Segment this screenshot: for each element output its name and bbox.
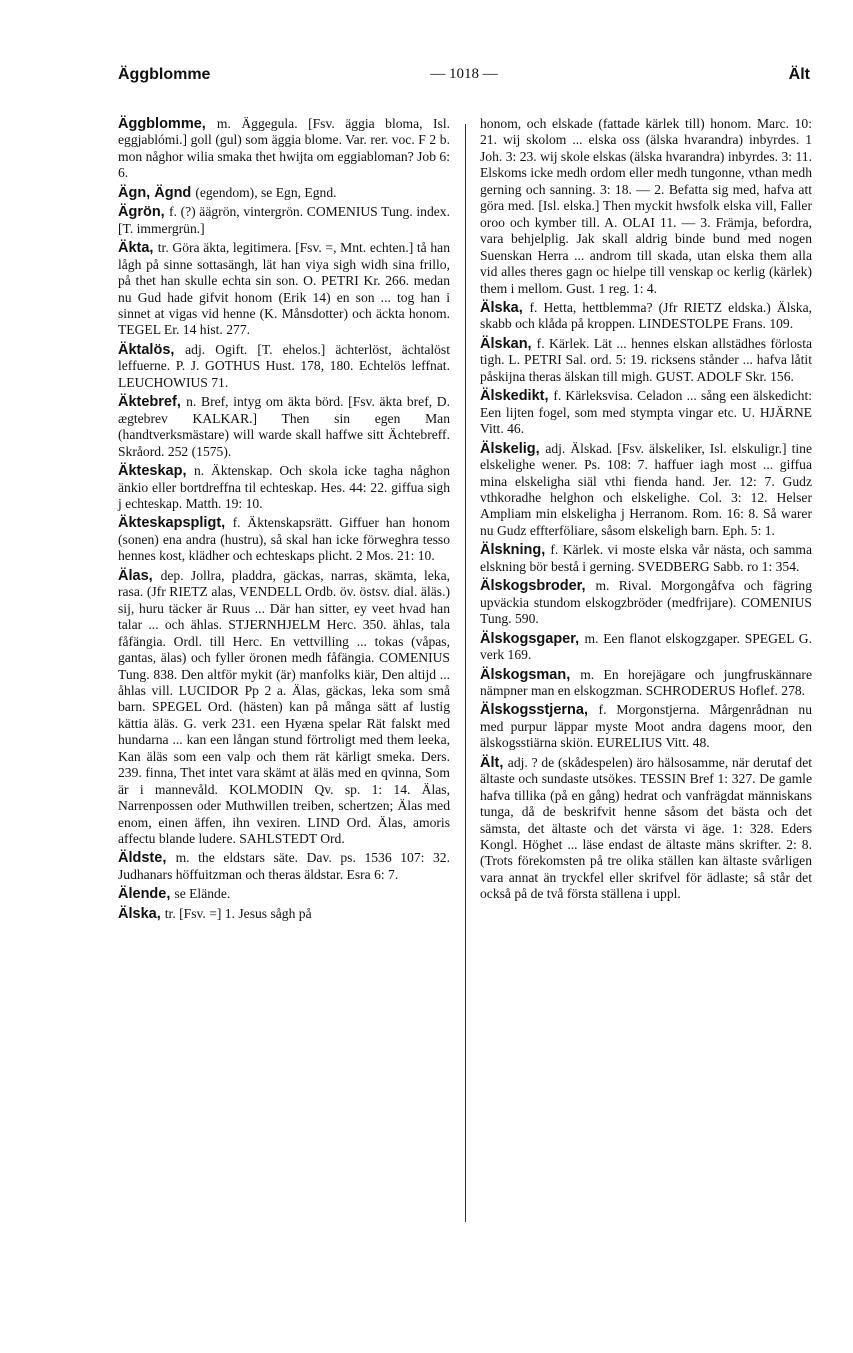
entry-headword: Älska, — [480, 299, 523, 316]
entry-headword: Älas, — [118, 567, 153, 584]
header-last-word: Ält — [788, 66, 810, 83]
dictionary-entry — [118, 568, 450, 848]
dictionary-entry — [118, 342, 450, 391]
dictionary-entry — [118, 204, 450, 237]
entry-headword: Älskedikt, — [480, 388, 549, 405]
entry-headword: Ägn, Ägnd — [118, 184, 192, 201]
entry-headword: Älska, — [118, 905, 161, 922]
entry-definition: f. Kärlek. Lät ... hennes elskan allstädhes förlosta tigh. L. PETRI Sal. ord. 5: 19. ricksens stånder ... hafva låtit påskijna theras älskan till migh. GUST. ADOLF Skr. 156. — [480, 335, 812, 384]
dictionary-entry — [480, 578, 812, 627]
entry-definition: m. En horejägare och jungfruskännare nämpner man en elskogzman. SCHRODERUS Hoflef. 278. — [480, 666, 812, 698]
left-column — [118, 116, 450, 925]
entry-headword: Älskning, — [480, 542, 546, 559]
entry-headword: Äggblomme, — [118, 116, 206, 132]
entry-definition: dep. Jollra, pladdra, gäckas, narras, skämta, leka, rasa. (Jfr RIETZ alas, VENDELL Ordb. öv. östsv. dial. äläs.) sij, huru täcker är Ruus ... Där han sitter, ey veet hvad han talar ... och ählas. STJERNHJELM Herc. 350. ählas, tala fåfängia. Ordl. till Herc. En vettvilling ... tokas (våpas, gantas, älas) och fyller öronen medh fåfängia. COMENIUS Tung. 838. Den altför mykit (är) manfolks kiär, Den altijd ... åhlas vill. LUCIDOR Pp 2 a. Älas, gäckas, leka som små barn. SPEGEL Ord. (hästen) kan på många sätt af lustig kättia äläs. G. verk 231. een Hyæna spelar Rät falskt med hundarna ... kan een långan stund förtroligt med them leeka, Kan äläs som een valp och them rät kärligt smeka. Ders. 239. finna, Thet intet vara skämt at äläs med en qvinna, Som är i mannevåld. KOLMODIN Qv. sp. 1: 14. Älas, Narrenpossen oder Muthwillen treiben, schertzen; Älas med enom, einen äffen, ihn vexiren. LIND Ord. Älas, amoris affectu blande ludere. SAHLSTEDT Ord. — [118, 567, 451, 847]
dictionary-entry — [480, 667, 812, 700]
page-number: — 1018 — — [430, 66, 498, 82]
entry-definition: tr. Göra äkta, legitimera. [Fsv. =, Mnt. echten.] tå han lågh på sinne sottasängh, lät han viya sigh widh sina frillo, på thet han skulle echta sin son. O. PETRI Kr. 266. medan nu Gud hade gifvit honom (Erik 14) en son ... tog han i sinnet at vigas vid henne (K. Månsdotter) och äckta honom. TEGEL Er. 14 hist. 277. — [118, 240, 451, 338]
entry-definition: adj. ? de (skådespelen) äro hälsosamme, när derutaf det ältaste och sundaste utsökes. TESSIN Bref 1: 327. De gamle hafva tillika (på en gång) hedrat och vanfrägdat människans tunga, då de beskrifvit henne såsom det bästa och det sämsta, det ältaste och det värsta vi äge. 1: 328. Eders Kongl. Höghet ... läse endast de ältaste mäns skrifter. 2: 8. (Trots förekomsten på tre olika ställen kan ältaste svårligen vara annat än tryckfel eller skrifvel för ädlaste; så står det också på de två första ställena i uppl. — [480, 754, 813, 902]
entry-definition: f. (?) äägrön, vintergrön. COMENIUS Tung. index. [T. immergrün.] — [118, 204, 451, 236]
dictionary-entry — [480, 702, 812, 751]
entry-headword: Älskelig, — [480, 440, 540, 457]
entry-definition: n. Bref, intyg om äkta börd. [Fsv. äkta bref, D. ægtebrev KALKAR.] Then sin egen Man (handtverksmästare) will warde skall haffwe sitt Ächtebreff. Skråord. 252 (1575). — [118, 394, 450, 459]
entry-definition: f. Äktenskapsrätt. Giffuer han honom (sonen) ena andra (hustru), så skal han icke förweghra tesso hennes kost, klädher och echteskaps plicht. 2 Mos. 21: 10. — [118, 515, 450, 564]
dictionary-entry — [118, 116, 450, 182]
dictionary-entry — [118, 886, 450, 902]
entry-headword: Äkteskapspligt, — [118, 515, 226, 532]
entry-definition: m. Rival. Morgongåfva och fägring upväckia stundom elskogzbröder (medfrijare). COMENIUS Tung. 590. — [480, 578, 812, 627]
entry-definition: adj. Älskad. [Fsv. älskeliker, Isl. elskuligr.] tine elskelighe wener. Ps. 108: 7. haffuer iagh most ... giffua mina elskeligha siäl vthi fienda hand. Jer. 12: 7. Gudz vthkoradhe helghon och elskelighe. Col. 3: 12. Helser Ampliam min elskeligha j Herranom. Rom. 16: 8. Så warer nu Gudz effterföliare, såsom elskeligh barn. Eph. 5: 1. — [480, 440, 812, 538]
entry-definition: adj. Ogift. [T. ehelos.] ächterlöst, ächtalöst leffuerne. P. J. GOTHUS Hust. 178, 180. Echtelös leffnat. LEUCHOWIUS 71. — [118, 341, 450, 390]
entry-definition: tr. [Fsv. =] 1. Jesus sågh på — [164, 905, 312, 921]
dictionary-entry — [480, 116, 812, 297]
entry-headword: Älskogsstjerna, — [480, 702, 588, 719]
dictionary-entry — [118, 463, 450, 512]
entry-definition: f. Kärleksvisa. Celadon ... sång een älskedicht: Een lijten fogel, som med stympta vingar etc. U. HJÄRNE Vitt. 46. — [480, 388, 812, 437]
entry-headword: Älskogsbroder, — [480, 578, 586, 595]
entry-headword: Äkta, — [118, 240, 154, 257]
dictionary-entry — [118, 515, 450, 564]
entry-headword: Älskogsgaper, — [480, 630, 580, 647]
entry-definition: honom, och elskade (fattade kärlek till) honom. Marc. 10: 21. wij skolom ... elska oss (älska hvarandra) inbyrdes. 1 Joh. 3: 23. wij skole elskas (älska hvarandra) inbyrdes. 3: 11. Elskoms icke medh ordom eller medh tungonne, vthan medh gerning och sanning. 3: 18. — 2. Befatta sig med, hafva att göra med. [Isl. elska.] Then myckit hwsfolk elska vill, Faller oroo och kymber till. A. OLAI 11. — 3. Främja, befordra, vara behjelplig. Jak skall aldrig binde bund med nogen Suenskan Herra ... androm till skada, utan elska them alla vid alles theres gagn oc hielpe till venskap oc kerlig (kärlek) them i mellom. Gust. 1 reg. 1: 4. — [480, 116, 812, 296]
dictionary-entry — [480, 755, 812, 903]
right-column — [480, 116, 812, 906]
entry-headword: Äktalös, — [118, 341, 175, 358]
entry-definition: (egendom), se Egn, Egnd. — [195, 184, 337, 200]
entry-headword: Ält, — [480, 754, 504, 771]
dictionary-entry — [118, 240, 450, 339]
entry-definition: se Elände. — [174, 886, 231, 902]
dictionary-entry — [480, 336, 812, 385]
dictionary-entry — [118, 850, 450, 883]
dictionary-entry — [118, 185, 450, 201]
dictionary-entry — [480, 631, 812, 664]
dictionary-entry — [480, 542, 812, 575]
entry-definition: m. the eldstars säte. Dav. ps. 1536 107: 32. Judhanars höffuitzman och theras äldstar. Esra 6: 7. — [118, 850, 450, 882]
entry-headword: Äktebref, — [118, 394, 181, 411]
entry-headword: Älskogsman, — [480, 666, 571, 683]
column-divider — [465, 124, 466, 1222]
dictionary-entry — [480, 388, 812, 437]
entry-definition: f. Hetta, hettblemma? (Jfr RIETZ eldska.) Älska, skabb och klåda på kroppen. LINDESTOLPE Frans. 109. — [480, 299, 813, 332]
dictionary-entry — [480, 441, 812, 540]
dictionary-entry — [118, 906, 450, 922]
entry-definition: m. Een flanot elskogzgaper. SPEGEL G. verk 169. — [480, 630, 812, 663]
page-header — [118, 66, 810, 90]
dictionary-entry — [480, 300, 812, 333]
entry-headword: Älskan, — [480, 335, 532, 352]
entry-definition: n. Äktenskap. Och skola icke tagha någhon änkio eller bortdreffna til echteskap. Hes. 44: 22. giffua sigh j echteskap. Matth. 19: 10. — [118, 463, 451, 511]
entry-definition: m. Äggegula. [Fsv. äggia bloma, Isl. eggjablómi.] goll (gul) som äggia blome. Var. rer. voc. F 2 b. mon någhor wilia smaka thet hwijta om eggiabloman? Job 6: 6. — [118, 116, 450, 181]
entry-headword: Äldste, — [118, 850, 167, 867]
entry-definition: f. Morgonstjerna. Mårgenrådnan nu med purpur läppar myste Moot andra dagens moor, den älskogsstiärna skiön. EURELIUS Vitt. 48. — [480, 702, 812, 751]
header-first-word: Äggblomme — [118, 66, 211, 83]
entry-definition: f. Kärlek. vi moste elska vår nästa, och samma elskning bör bestå i gerning. SVEDBERG Sabb. ro 1: 354. — [480, 542, 812, 574]
entry-headword: Älende, — [118, 886, 171, 903]
dictionary-entry — [118, 394, 450, 460]
entry-headword: Äkteskap, — [118, 463, 187, 480]
entry-headword: Ägrön, — [118, 204, 165, 221]
